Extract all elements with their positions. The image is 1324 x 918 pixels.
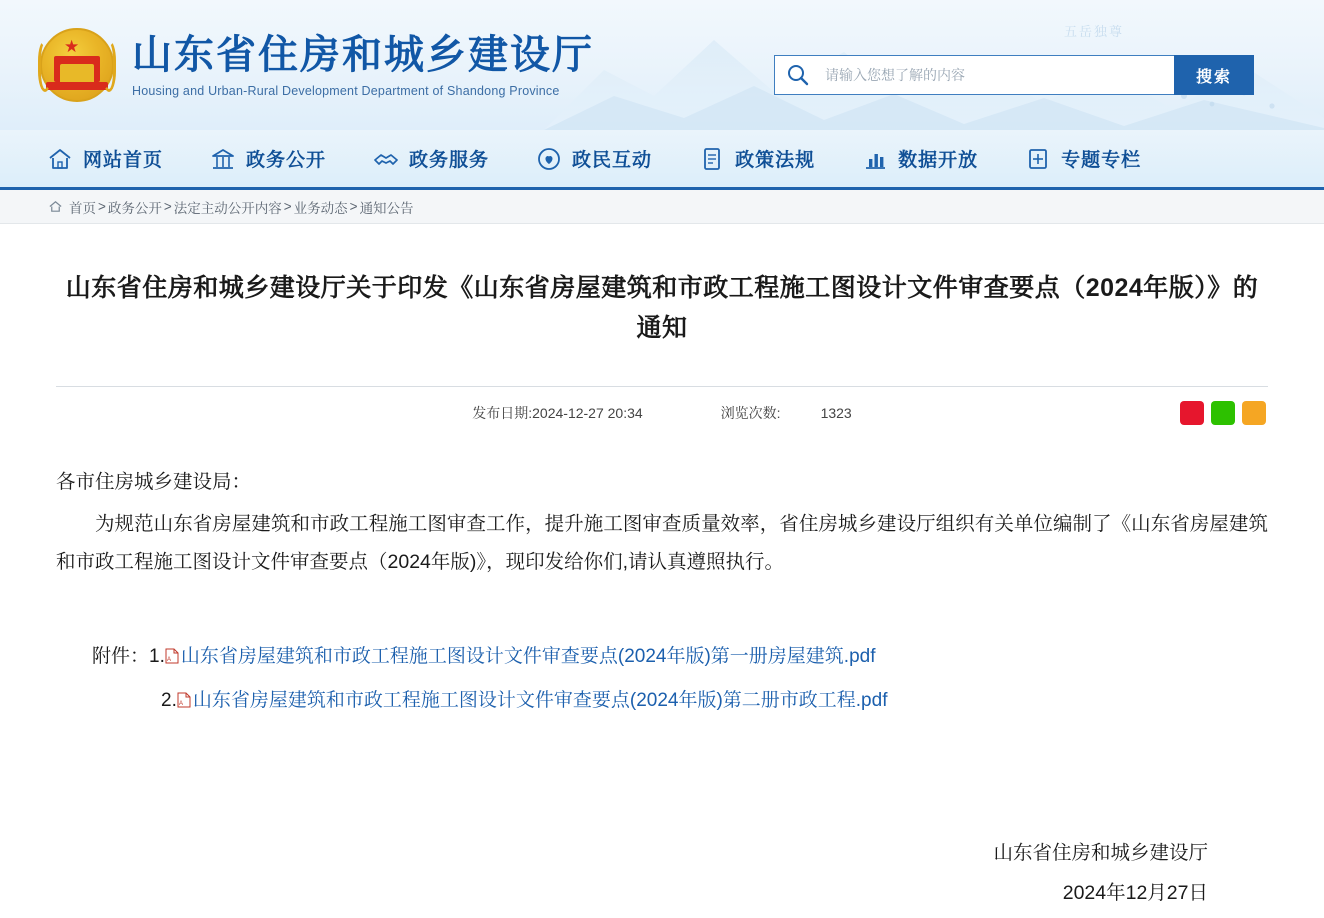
signature-org: 山东省住房和城乡建设厅 [993,842,1208,864]
attachment-link[interactable]: 山东省房屋建筑和市政工程施工图设计文件审查要点(2024年版)第一册房屋建筑.pdf [180,646,876,667]
nav-item-special-columns[interactable] [1024,145,1141,173]
breadcrumb-item-0[interactable]: 首页 [69,200,96,216]
signature-block [56,833,1268,913]
breadcrumb-separator: > [163,199,172,214]
nav-label: 数据开放 [898,150,979,171]
article-container [0,268,1324,913]
main-nav [0,130,1324,190]
nav-item-government-services[interactable] [372,145,489,173]
breadcrumb-item-3[interactable]: 业务动态 [293,200,348,216]
body-paragraph: 为规范山东省房屋建筑和市政工程施工图审查工作，提升施工图审查质量效率，省住房城乡建设厅组织有关单位编制了《山东省房屋建筑和市政工程施工图设计文件审查要点（2024年版)》，现印发给你们,请认真遵照执行。 [56,513,1268,573]
article-meta [56,387,1268,439]
nav-item-government-disclosure[interactable] [209,145,326,173]
search-bar [774,55,1254,95]
chart-bar-icon [861,145,889,173]
search-button[interactable]: 搜索 [1174,55,1254,95]
svg-text:五岳独尊: 五岳独尊 [1064,24,1125,39]
breadcrumb-item-1[interactable]: 政务公开 [107,200,162,216]
attachments-section [56,635,1268,723]
nav-label: 网站首页 [83,150,164,171]
handshake-icon [372,145,400,173]
nav-label: 专题专栏 [1061,150,1142,171]
attachment-link[interactable]: 山东省房屋建筑和市政工程施工图设计文件审查要点(2024年版)第二册市政工程.pdf [192,690,888,711]
search-box [774,55,1174,95]
pdf-icon [165,637,179,663]
signature-date: 2024年12月27日 [1062,882,1208,904]
views-count: 1323 [820,405,852,421]
svg-text:A: A [178,701,183,707]
site-header [0,0,1324,130]
nav-item-home[interactable] [46,145,163,173]
breadcrumb-separator: > [98,199,106,214]
page-title: 山东省住房和城乡建设厅关于印发《山东省房屋建筑和市政工程施工图设计文件审查要点（2024年版）》的通知 [65,274,1259,342]
site-title-en: Housing and Urban-Rural Development Department of Shandong Province [132,84,560,98]
views-label: 浏览次数: [720,405,781,421]
attachment-row [92,679,1268,723]
favorite-share-icon[interactable] [1242,401,1266,425]
search-icon[interactable] [785,62,811,88]
breadcrumb-separator: > [349,199,358,214]
home-small-icon [48,199,63,214]
svg-text:A: A [166,657,171,663]
nav-label: 政民互动 [572,150,653,171]
search-input[interactable] [811,57,1174,93]
heart-chat-icon [535,145,563,173]
attachment-number: 2. [161,690,177,711]
grid-plus-icon [1024,145,1052,173]
nav-label: 政务公开 [246,150,327,171]
document-icon [698,145,726,173]
pdf-icon [177,681,191,707]
nav-item-public-interaction[interactable] [535,145,652,173]
share-icons [1180,401,1266,425]
breadcrumb [0,190,1324,224]
bank-icon [209,145,237,173]
nav-item-open-data[interactable] [861,145,978,173]
attachment-number: 1. [149,646,165,667]
breadcrumb-item-4[interactable]: 通知公告 [359,200,414,216]
nav-item-policy-regulations[interactable] [698,145,815,173]
site-title-cn: 山东省住房和城乡建设厅 [132,32,594,77]
greeting-text: 各市住房城乡建设局： [56,471,252,493]
weibo-share-icon[interactable] [1180,401,1204,425]
breadcrumb-separator: > [283,199,292,214]
attachments-label: 附件： [92,646,150,667]
attachment-row [92,635,1268,679]
site-title-block [132,32,594,98]
publish-date: 发布日期:2024-12-27 20:34 [472,405,643,421]
national-emblem-icon: ★ [36,24,118,106]
home-icon [46,145,74,173]
breadcrumb-item-2[interactable]: 法定主动公开内容 [173,200,282,216]
nav-label: 政策法规 [735,150,816,171]
wechat-share-icon[interactable] [1211,401,1235,425]
nav-label: 政务服务 [409,150,490,171]
